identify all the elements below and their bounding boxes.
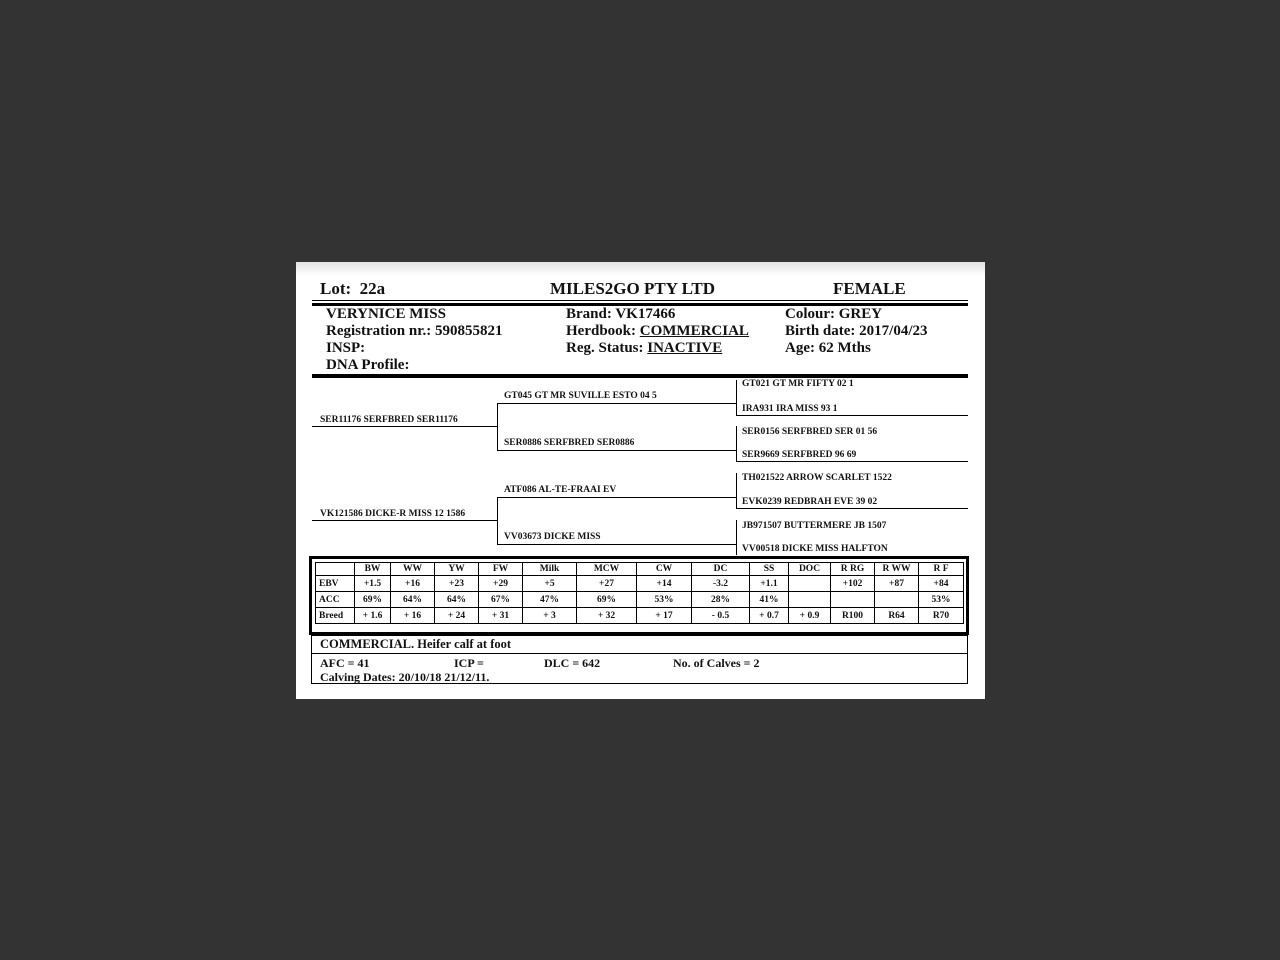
ebv-cell: +1.1 xyxy=(750,576,789,592)
ebv-col-header: SS xyxy=(750,563,789,576)
ebv-cell: +84 xyxy=(919,576,964,592)
ebv-cell: + 16 xyxy=(391,608,435,624)
pedigree-bracket xyxy=(736,380,737,415)
pedigree-bracket xyxy=(736,520,737,555)
pedigree-gg-6: EVK0239 REDBRAH EVE 39 02 xyxy=(742,497,878,507)
pedigree-dam-dam: VV03673 DICKE MISS xyxy=(504,532,601,542)
pedigree-line xyxy=(312,426,498,427)
pedigree-line xyxy=(497,403,737,404)
lot-value: 22a xyxy=(359,279,386,298)
ebv-cell: 64% xyxy=(435,592,479,608)
calving-dates-field: Calving Dates: 20/10/18 21/12/11. xyxy=(320,670,490,684)
brand-field: Brand: VK17466 xyxy=(566,306,676,322)
calves-field: No. of Calves = 2 xyxy=(673,656,760,670)
ebv-cell: 28% xyxy=(692,592,750,608)
ebv-row-breed xyxy=(316,608,964,624)
pedigree-gg-3: SER0156 SERFBRED SER 01 56 xyxy=(742,427,878,437)
ebv-cell: +16 xyxy=(391,576,435,592)
ebv-cell: +23 xyxy=(435,576,479,592)
registration-number: Registration nr.: 590855821 xyxy=(326,323,503,339)
header-rule-thin xyxy=(312,300,968,301)
pedigree-line xyxy=(497,497,737,498)
ebv-cell: + 0.9 xyxy=(789,608,831,624)
ebv-col-header: FW xyxy=(479,563,523,576)
pedigree-dam-sire: ATF086 AL-TE-FRAAI EV xyxy=(504,485,617,495)
animal-info-col2 xyxy=(566,306,749,357)
notes-box xyxy=(311,635,968,684)
animal-info-col1 xyxy=(326,306,503,374)
pedigree-bracket xyxy=(736,473,737,508)
ebv-col-header: MCW xyxy=(577,563,637,576)
herdbook-label: Herdbook: xyxy=(566,323,637,339)
dlc-field: DLC = 642 xyxy=(544,656,601,670)
sex-label: FEMALE xyxy=(833,279,906,298)
pedigree-gg-1: GT021 GT MR FIFTY 02 1 xyxy=(742,379,854,389)
ebv-col-header: YW xyxy=(435,563,479,576)
ebv-table-frame xyxy=(309,556,969,635)
pedigree-gg-8: VV00518 DICKE MISS HALFTON xyxy=(742,544,888,554)
ebv-cell: 67% xyxy=(479,592,523,608)
ebv-cell: +29 xyxy=(479,576,523,592)
ebv-cell: +14 xyxy=(637,576,692,592)
ebv-row-label: ACC xyxy=(316,592,355,608)
ebv-col-header: R RG xyxy=(831,563,875,576)
pedigree-line xyxy=(736,461,968,462)
herdbook-field xyxy=(566,323,749,340)
ebv-cell: + 3 xyxy=(523,608,577,624)
reg-status-field xyxy=(566,340,749,357)
lot-label: Lot: xyxy=(320,279,352,298)
info-rule xyxy=(312,374,968,378)
colour-field: Colour: GREY xyxy=(785,306,883,322)
ebv-cell: 53% xyxy=(637,592,692,608)
ebv-corner-cell xyxy=(316,563,355,576)
ebv-cell: 53% xyxy=(919,592,964,608)
ebv-cell: 41% xyxy=(750,592,789,608)
reg-status-label: Reg. Status: xyxy=(566,340,644,356)
pedigree-line xyxy=(312,520,498,521)
ebv-col-header: BW xyxy=(355,563,391,576)
ebv-header-row xyxy=(316,563,964,576)
ebv-cell: 69% xyxy=(577,592,637,608)
ebv-col-header: DC xyxy=(692,563,750,576)
ebv-cell: + 1.6 xyxy=(355,608,391,624)
ebv-row-acc xyxy=(316,592,964,608)
pedigree-sire-dam: SER0886 SERFBRED SER0886 xyxy=(504,438,635,448)
comment-text: COMMERCIAL. Heifer calf at foot xyxy=(320,637,512,651)
ebv-cell: + 0.7 xyxy=(750,608,789,624)
ebv-cell xyxy=(831,592,875,608)
insp-field: INSP: xyxy=(326,340,366,356)
pedigree-gg-2: IRA931 IRA MISS 93 1 xyxy=(742,404,838,414)
pedigree-line xyxy=(736,415,968,416)
ebv-cell: +1.5 xyxy=(355,576,391,592)
pedigree-sire-sire: GT045 GT MR SUVILLE ESTO 04 5 xyxy=(504,391,657,401)
ebv-cell: +27 xyxy=(577,576,637,592)
ebv-cell: + 24 xyxy=(435,608,479,624)
lot-number xyxy=(320,279,385,299)
pedigree-gg-5: TH021522 ARROW SCARLET 1522 xyxy=(742,473,892,483)
notes-divider xyxy=(312,653,967,654)
pedigree-line xyxy=(497,450,737,451)
ebv-col-header: Milk xyxy=(523,563,577,576)
pedigree-gg-4: SER9669 SERFBRED 96 69 xyxy=(742,450,857,460)
ebv-cell: 69% xyxy=(355,592,391,608)
pedigree-line xyxy=(736,508,968,509)
pedigree-gg-7: JB971507 BUTTERMERE JB 1507 xyxy=(742,521,887,531)
icp-field: ICP = xyxy=(454,656,484,670)
ebv-cell: +102 xyxy=(831,576,875,592)
ebv-col-header: DOC xyxy=(789,563,831,576)
ebv-cell: - 0.5 xyxy=(692,608,750,624)
ebv-col-header: R F xyxy=(919,563,964,576)
ebv-cell: 64% xyxy=(391,592,435,608)
ebv-cell: R64 xyxy=(875,608,919,624)
pedigree-bracket xyxy=(736,426,737,461)
seller-name: MILES2GO PTY LTD xyxy=(550,279,716,298)
card-shadow xyxy=(296,262,985,276)
ebv-cell: +5 xyxy=(523,576,577,592)
ebv-cell xyxy=(789,592,831,608)
lot-card xyxy=(296,262,985,699)
ebv-row-ebv xyxy=(316,576,964,592)
reg-status-value: INACTIVE xyxy=(647,340,723,356)
pedigree-sire: SER11176 SERFBRED SER11176 xyxy=(320,415,458,425)
pedigree-dam: VK121586 DICKE-R MISS 12 1586 xyxy=(320,509,466,519)
ebv-cell: -3.2 xyxy=(692,576,750,592)
dna-profile-field: DNA Profile: xyxy=(326,357,410,373)
ebv-cell: + 17 xyxy=(637,608,692,624)
birth-date-field: Birth date: 2017/04/23 xyxy=(785,323,928,339)
pedigree-bracket xyxy=(497,497,498,544)
herdbook-value: COMMERCIAL xyxy=(639,323,749,339)
ebv-cell: R70 xyxy=(919,608,964,624)
pedigree-bracket xyxy=(497,403,498,450)
ebv-cell xyxy=(875,592,919,608)
ebv-cell: R100 xyxy=(831,608,875,624)
ebv-cell: + 32 xyxy=(577,608,637,624)
ebv-cell: +87 xyxy=(875,576,919,592)
ebv-cell: 47% xyxy=(523,592,577,608)
ebv-cell: + 31 xyxy=(479,608,523,624)
ebv-col-header: CW xyxy=(637,563,692,576)
pedigree-line xyxy=(497,544,737,545)
ebv-col-header: R WW xyxy=(875,563,919,576)
ebv-row-label: Breed xyxy=(316,608,355,624)
animal-info-col3 xyxy=(785,306,928,357)
animal-name: VERYNICE MISS xyxy=(326,306,446,322)
ebv-table xyxy=(315,562,964,624)
ebv-col-header: WW xyxy=(391,563,435,576)
ebv-row-label: EBV xyxy=(316,576,355,592)
afc-field: AFC = 41 xyxy=(320,656,370,670)
ebv-cell xyxy=(789,576,831,592)
age-field: Age: 62 Mths xyxy=(785,340,871,356)
